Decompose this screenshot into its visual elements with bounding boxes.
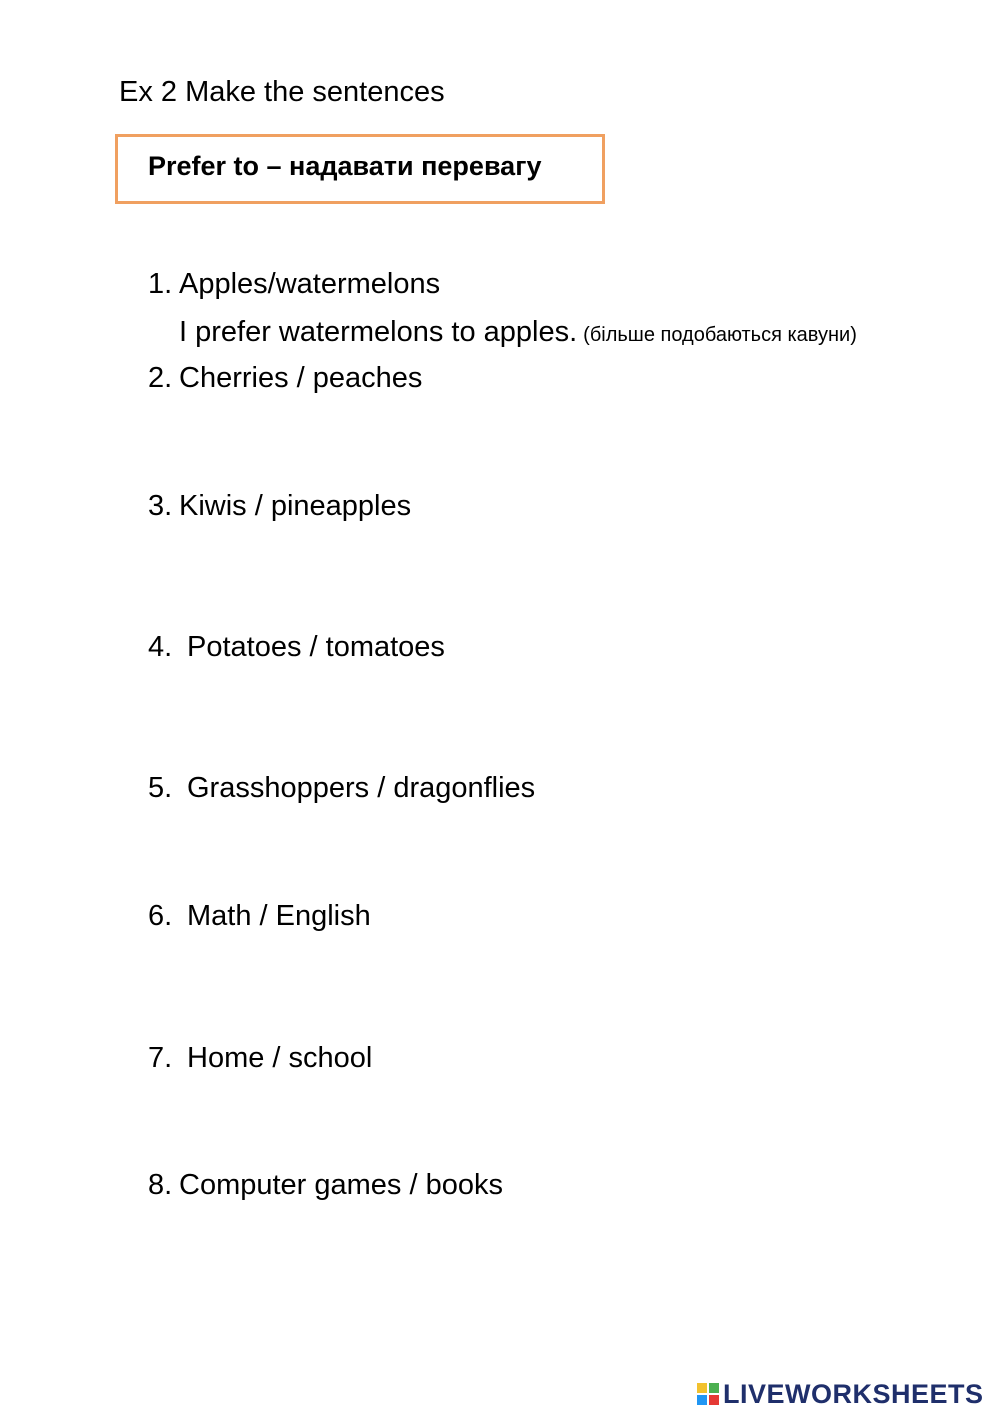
- item-number: 6.: [148, 900, 173, 932]
- rule-box: [115, 134, 605, 204]
- item-number: 2.: [148, 362, 173, 394]
- list-item-5: [148, 770, 535, 806]
- list-item-4: [148, 629, 445, 665]
- rule-text: Prefer to – надавати перевагу: [148, 151, 542, 181]
- item-number: 4.: [148, 631, 173, 663]
- item-text: Kiwis / pineapples: [179, 490, 412, 522]
- example-sentence: I prefer watermelons to apples.: [179, 316, 578, 348]
- logo-text: LIVEWORKSHEETS: [723, 1378, 984, 1409]
- item-text: Computer games / books: [179, 1169, 503, 1201]
- item-number: 1.: [148, 268, 173, 300]
- item-text: Home / school: [187, 1042, 373, 1074]
- logo-square: [697, 1395, 707, 1405]
- list-item-7: [148, 1040, 372, 1076]
- example-answer: [179, 314, 857, 353]
- item-text: Potatoes / tomatoes: [187, 631, 445, 663]
- list-item-8: [148, 1167, 503, 1203]
- item-text: Grasshoppers / dragonflies: [187, 772, 536, 804]
- list-item-6: [148, 898, 371, 934]
- list-item-2: [148, 360, 422, 396]
- item-text: Math / English: [187, 900, 371, 932]
- item-number: 5.: [148, 772, 173, 804]
- item-number: 8.: [148, 1169, 173, 1201]
- list-item-1: [148, 266, 440, 302]
- item-number: 7.: [148, 1042, 173, 1074]
- example-note: (більше подобаються кавуни): [583, 324, 857, 346]
- exercise-heading: Ex 2 Make the sentences: [119, 76, 445, 108]
- list-item-3: [148, 488, 411, 524]
- item-text: Cherries / peaches: [179, 362, 423, 394]
- logo-square: [697, 1383, 707, 1393]
- liveworksheets-logo: [697, 1377, 984, 1411]
- logo-square: [709, 1395, 719, 1405]
- item-number: 3.: [148, 490, 173, 522]
- logo-square: [709, 1383, 719, 1393]
- item-text: Apples/watermelons: [179, 268, 441, 300]
- logo-mark-icon: [697, 1383, 719, 1405]
